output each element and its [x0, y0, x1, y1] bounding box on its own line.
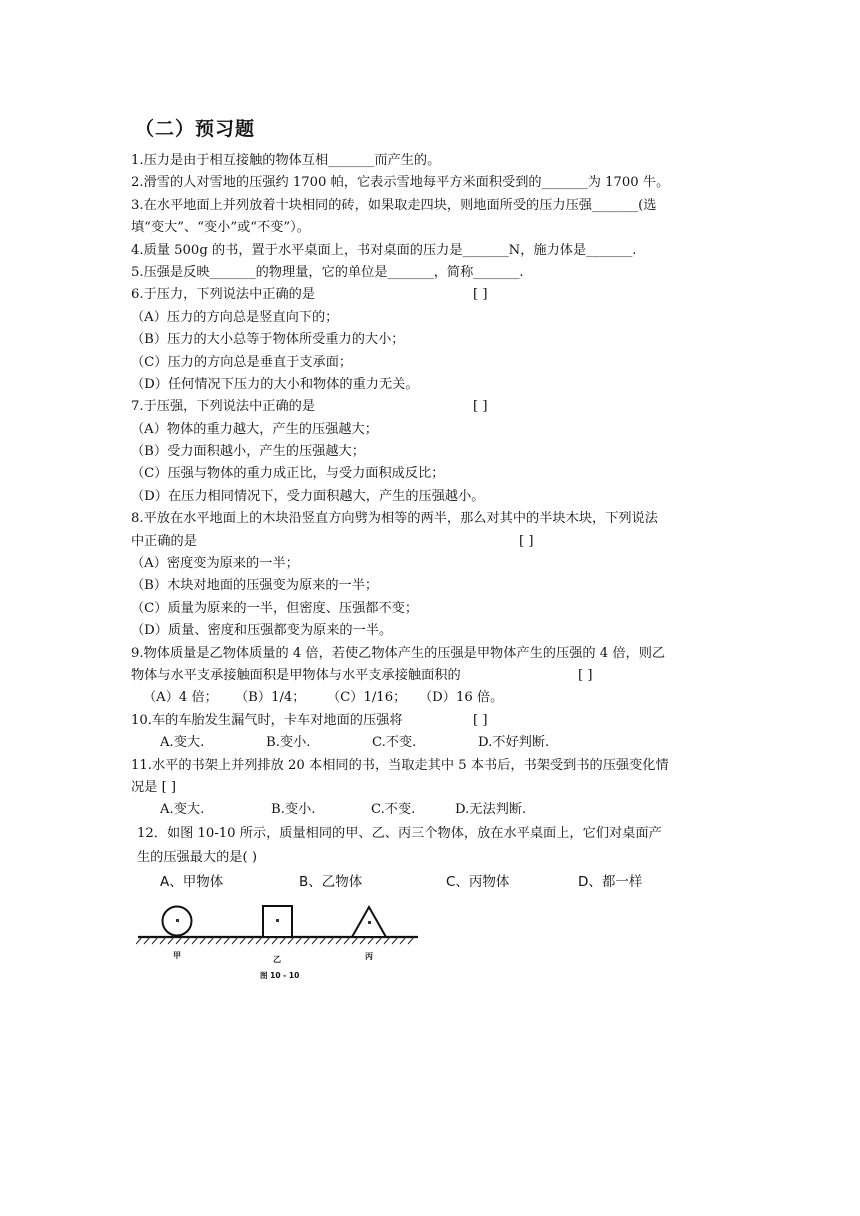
question-3-line-1: 3.在水平地面上并列放着十块相同的砖，如果取走四块，则地面所受的压力压强_______(选 — [131, 197, 657, 213]
question-9-line-1: 9.物体质量是乙物体质量的 4 倍，若使乙物体产生的压强是甲物体产生的压强的 4 倍，则乙 — [131, 645, 666, 661]
question-12-option-d: D、都一样 — [578, 873, 643, 890]
answer-bracket: [ ] — [473, 399, 488, 415]
question-9-option-a: （A）4 倍； — [143, 690, 218, 706]
answer-bracket: [ ] — [578, 667, 593, 683]
question-9-line-2 — [131, 665, 741, 687]
question-10-option-d: D.不好判断. — [478, 735, 550, 751]
cube-mark — [276, 919, 279, 922]
question-6-stem — [131, 284, 741, 306]
question-6-text: 6.于压力，下列说法中正确的是 — [131, 287, 316, 303]
question-11-options — [131, 799, 741, 821]
question-7-option-c: （C）压强与物体的重力成正比，与受力面积成反比； — [131, 466, 445, 482]
question-6-option-c: （C）压力的方向总是垂直于支承面； — [131, 354, 353, 370]
question-9-option-c: （C）1/16； — [327, 690, 407, 706]
question-4: 4.质量 500g 的书，置于水平桌面上，书对桌面的压力是_______N，施力体是_______. — [131, 242, 637, 258]
question-11-option-a: A.变大. — [160, 802, 205, 818]
question-9-option-d: （D）16 倍。 — [419, 690, 504, 706]
question-8-option-d: （D）质量、密度和压强都变为原来的一半。 — [131, 623, 393, 639]
figure-caption: 图 10 - 10 — [260, 971, 300, 980]
question-10-option-c: C.不变. — [372, 735, 417, 751]
question-7-stem — [131, 396, 741, 418]
question-10-options — [131, 732, 741, 754]
question-12-line-2: 生的压强最大的是( ) — [137, 849, 257, 865]
question-12 — [131, 822, 741, 894]
question-9-options — [131, 687, 741, 709]
question-11-option-d: D.无法判断. — [455, 802, 527, 818]
question-11-option-b: B.变小. — [271, 802, 316, 818]
question-12-option-c: C、丙物体 — [446, 873, 510, 890]
figure-10-10 — [136, 895, 426, 985]
label-bing: 丙 — [365, 952, 373, 961]
question-12-option-a: A、甲物体 — [160, 873, 224, 890]
label-yi: 乙 — [273, 955, 281, 964]
question-8-line-2 — [131, 531, 741, 553]
answer-bracket: [ ] — [519, 533, 534, 549]
question-6-option-d: （D）任何情况下压力的大小和物体的重力无关。 — [131, 376, 419, 392]
question-7-option-a: （A）物体的重力越大，产生的压强越大； — [131, 421, 378, 437]
question-5: 5.压强是反映_______的物理量，它的单位是_______，简称_______. — [131, 264, 524, 280]
question-9-option-b: （B）1/4； — [235, 690, 306, 706]
question-12-option-b: B、乙物体 — [299, 873, 363, 890]
question-10-stem — [131, 710, 741, 732]
question-10-option-b: B.变小. — [266, 735, 311, 751]
cone-mark — [368, 921, 371, 924]
question-8-text: 中正确的是 — [131, 533, 197, 549]
ground-surface — [136, 937, 418, 944]
question-12-line-1: 12．如图 10-10 所示，质量相同的甲、乙、丙三个物体，放在水平桌面上，它们对桌面产 — [137, 825, 662, 841]
question-11-option-c: C.不变. — [371, 802, 416, 818]
question-7-text: 7.于压强，下列说法中正确的是 — [131, 399, 316, 415]
answer-bracket: [ ] — [473, 712, 488, 728]
sphere-mark — [176, 919, 179, 922]
question-6-option-a: （A）压力的方向总是竖直向下的； — [131, 309, 339, 325]
label-jia: 甲 — [173, 951, 181, 960]
question-10-option-a: A.变大. — [160, 735, 205, 751]
question-7-option-d: （D）在压力相同情况下，受力面积越大，产生的压强越小。 — [131, 488, 485, 504]
question-8-option-b: （B）木块对地面的压强变为原来的一半； — [131, 578, 379, 594]
question-8-option-a: （A）密度变为原来的一半； — [131, 556, 299, 572]
question-10-text: 10.车的车胎发生漏气时，卡车对地面的压强将 — [131, 712, 403, 728]
question-2: 2.滑雪的人对雪地的压强约 1700 帕，它表示雪地每平方米面积受到的_______为 1700 牛。 — [131, 175, 670, 191]
question-list — [131, 150, 741, 894]
question-8-line-1: 8.平放在水平地面上的木块沿竖直方向劈为相等的两半，那么对其中的半块木块，下列说法 — [131, 511, 658, 527]
question-1: 1.压力是由于相互接触的物体互相_______而产生的。 — [131, 153, 441, 168]
question-12-options — [131, 870, 741, 894]
answer-bracket: [ ] — [473, 287, 488, 303]
question-11-line-2: 况是 [ ] — [131, 779, 177, 795]
question-8-option-c: （C）质量为原来的一半，但密度、压强都不变； — [131, 600, 419, 616]
question-9-text: 物体与水平支承接触面积是甲物体与水平支承接触面积的 — [131, 667, 461, 683]
section-title: （二）预习题 — [135, 118, 256, 140]
question-11-line-1: 11.水平的书架上并列排放 20 本相同的书，当取走其中 5 本书后，书架受到书的压强变化情 — [131, 757, 669, 773]
question-3-line-2: 填“变大”、“变小”或“不变”）。 — [131, 220, 310, 236]
question-7-option-b: （B）受力面积越小，产生的压强越大； — [131, 444, 365, 460]
question-6-option-b: （B）压力的大小总等于物体所受重力的大小； — [131, 332, 405, 348]
